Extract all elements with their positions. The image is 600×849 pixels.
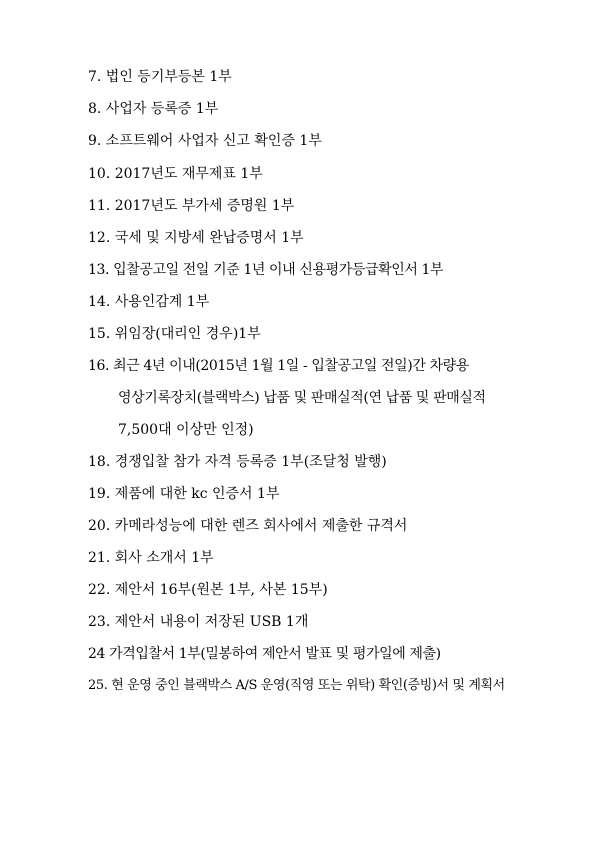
list-item-continuation: 7,500대 이상만 인정): [118, 422, 254, 438]
list-item: 13. 입찰공고일 전일 기준 1년 이내 신용평가등급확인서 1부: [88, 262, 444, 278]
list-item: 21. 회사 소개서 1부: [88, 550, 214, 566]
list-item: 12. 국세 및 지방세 완납증명서 1부: [88, 230, 304, 246]
list-item: 10. 2017년도 재무제표 1부: [88, 166, 263, 182]
list-item: 11. 2017년도 부가세 증명원 1부: [88, 198, 295, 214]
list-item: 25. 현 운영 중인 블랙박스 A/S 운영(직영 또는 위탁) 확인(증빙)서 및 계획서: [88, 678, 505, 693]
list-item: 23. 제안서 내용이 저장된 USB 1개: [88, 614, 309, 630]
list-item: 14. 사용인감계 1부: [88, 294, 210, 310]
list-item: 22. 제안서 16부(원본 1부, 사본 15부): [88, 582, 328, 598]
list-item: 18. 경쟁입찰 참가 자격 등록증 1부(조달청 발행): [88, 454, 387, 470]
list-item: 24 가격입찰서 1부(밀봉하여 제안서 발표 및 평가일에 제출): [88, 646, 441, 662]
list-item: 9. 소프트웨어 사업자 신고 확인증 1부: [88, 133, 322, 149]
list-item-continuation: 영상기록장치(블랙박스) 납품 및 판매실적(연 납품 및 판매실적: [118, 390, 486, 406]
list-item: 19. 제품에 대한 kc 인증서 1부: [88, 486, 280, 502]
list-item: 7. 법인 등기부등본 1부: [88, 69, 232, 85]
list-item: 20. 카메라성능에 대한 렌즈 회사에서 제출한 규격서: [88, 518, 408, 534]
list-item: 15. 위임장(대리인 경우)1부: [88, 326, 261, 342]
list-item: 16. 최근 4년 이내(2015년 1월 1일 - 입찰공고일 전일)간 차량용: [88, 358, 469, 374]
list-item: 8. 사업자 등록증 1부: [88, 101, 219, 117]
